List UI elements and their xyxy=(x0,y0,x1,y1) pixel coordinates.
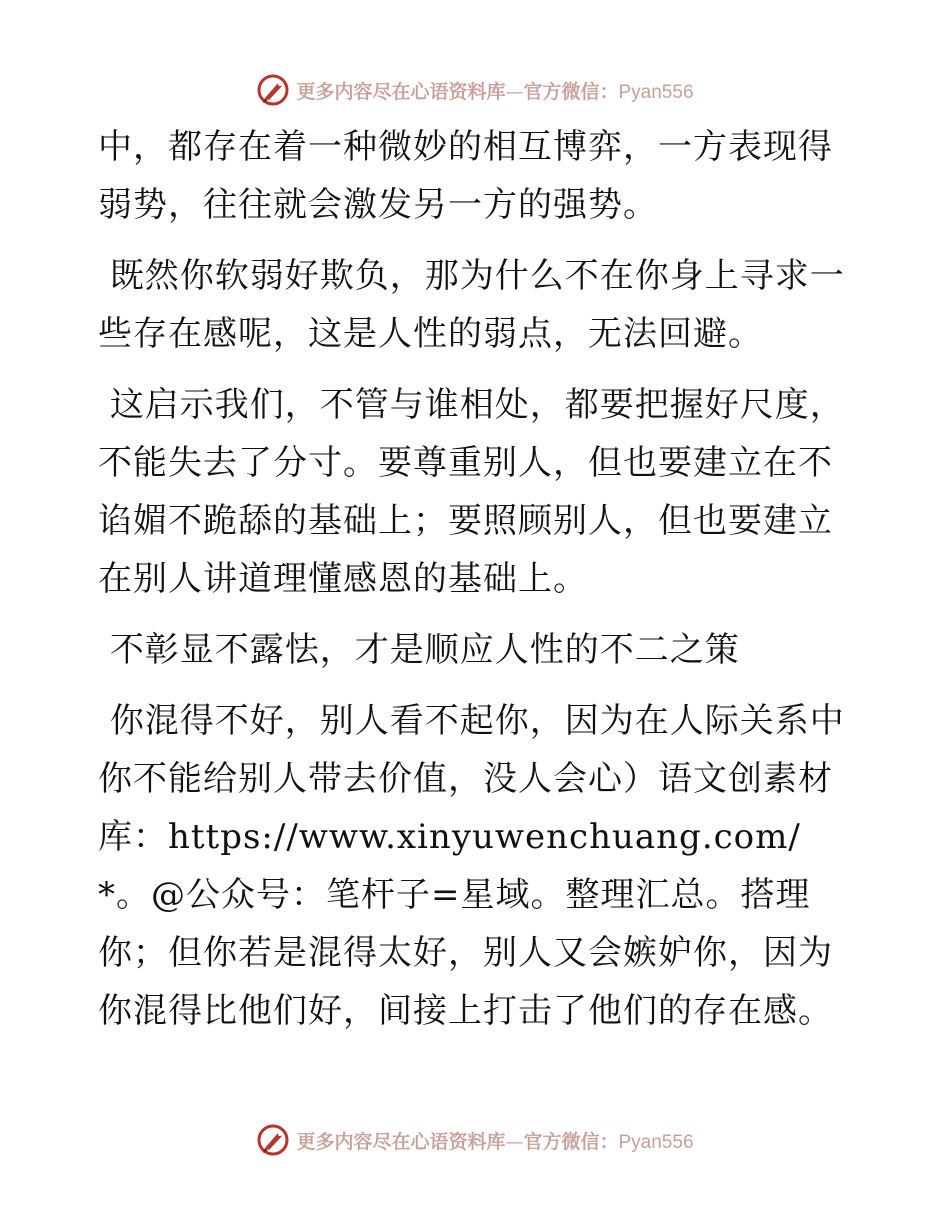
header-contact-label: 官方微信： xyxy=(523,80,619,103)
paragraph-4: 不彰显不露怯，才是顺应人性的不二之策 xyxy=(98,630,740,670)
header-text xyxy=(296,77,693,104)
pen-logo-icon xyxy=(256,1123,290,1157)
pen-logo-icon xyxy=(256,73,290,107)
header-brand: 更多内容尽在心语资料库 xyxy=(296,80,506,103)
paragraph-5: 你混得不好，别人看不起你，因为在人际关系中你不能给别人带去价值，没人会心）语文创素材库：https://www.xinyuwenchuang.com/*。@公众号：笔杆子=星域。整理汇总。搭理你；但你若是混得太好，别人又会嫉妒你，因为你混得比他们好，间接上打击了他们的存在感。 xyxy=(98,701,845,1031)
footer-banner xyxy=(0,1120,950,1160)
paragraph-1: 中，都存在着一种微妙的相互博弈，一方表现得弱势，往往就会激发另一方的强势。 xyxy=(98,127,833,225)
paragraph-3: 这启示我们，不管与谁相处，都要把握好尺度，不能失去了分寸。要尊重别人，但也要建立在不谄媚不跪舔的基础上；要照顾别人，但也要建立在别人讲道理懂感恩的基础上。 xyxy=(98,385,845,599)
footer-separator: — xyxy=(505,1131,524,1153)
paragraph-2: 既然你软弱好欺负，那为什么不在你身上寻求一些存在感呢，这是人性的弱点，无法回避。 xyxy=(98,256,845,354)
footer-contact-label: 官方微信： xyxy=(523,1130,619,1153)
header-separator: — xyxy=(505,81,524,103)
footer-brand: 更多内容尽在心语资料库 xyxy=(296,1130,506,1153)
header-banner xyxy=(0,70,950,110)
header-contact-id: Pyan556 xyxy=(618,81,694,103)
footer-text xyxy=(296,1127,693,1154)
document-body xyxy=(98,118,850,1053)
footer-contact-id: Pyan556 xyxy=(618,1131,694,1153)
